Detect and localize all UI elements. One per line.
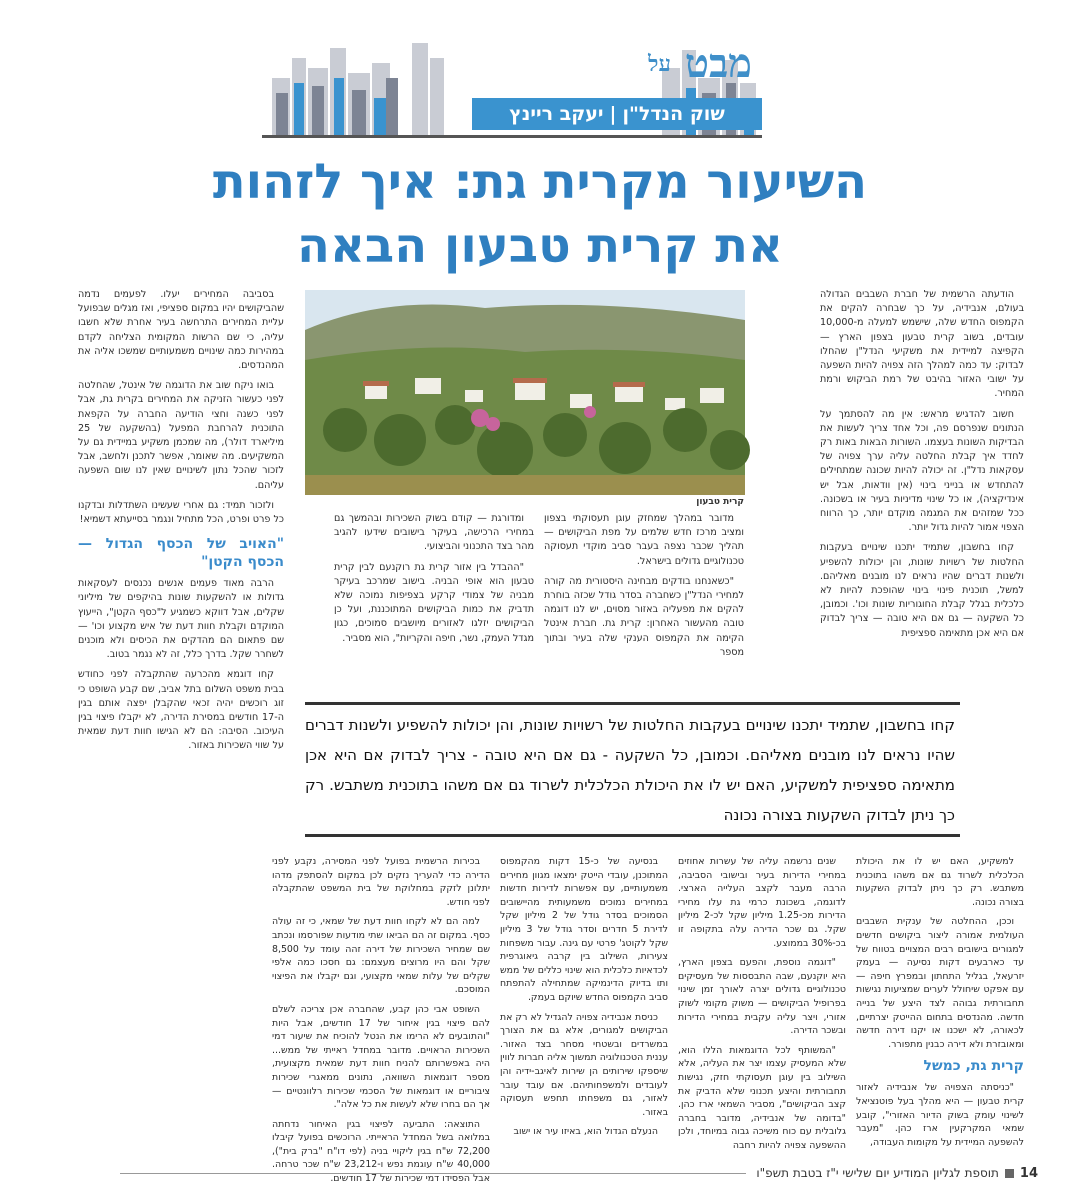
headline-line-2: את קרית טבעון הבאה (297, 218, 783, 274)
paragraph: בסביבה המחירים יעלו. לפעמים נדמה שהביקושים יהיו במקום ספציפי, ואז מגלים שבפועל עליית המחירים התרחשה בעיר אחרת שלא חשבו עליה, כי שם הרשות המקומית הצליחה לקדם במהירות כמה שינויים משמעותיים שמשכו אליה את המהנדסים. (78, 289, 284, 372)
page-footer (120, 1164, 1038, 1182)
column-byline-bar: שוק הנדל"ן|יעקב ריינץ (472, 98, 762, 130)
paragraph: למשקיע, האם יש לו את היכולת הכלכלית לשרוד גם אם משהו בתוכנית משתבש. רק כך ניתן לבדוק השקעות בצורה נכונה. (856, 856, 1024, 908)
paragraph: בכירות הרשמית בפועל לפני המסירה, נקבע לפני הדירה כדי להעריך נזקים לכן במקום להסתפק מדהו יתלונן לזקק במחלוקת של בית המשפט שהתקבלה לפני חודש. (272, 856, 490, 908)
article-column-middle-right (544, 512, 744, 692)
paragraph: הרבה מאוד פעמים אנשים נכנסים לעסקאות גדולות או להשקעות שונות בהיקפים של מיליוני שקלים, אבל דווקא כשמגיע ל"כסף הקטן", הייעוץ המוקדם וקבלת חוות דעת של איש מקצוע וכו' — שם פתאום הם מהדקים את הכיסים ולא מוכנים לשחרר שקל. בדרך כלל, זה לא נגמר בטוב. (78, 578, 284, 661)
pull-quote-top-rule (305, 702, 960, 705)
column-brand: מבט $^{על}$ (648, 40, 752, 87)
paragraph: ולזכור תמיד: גם אחרי שעשינו השתדלות ובדקנו כל פרט ופרט, הכל מתחיל ונגמר בסייעתא דשמיא! (78, 499, 284, 526)
lower-column-3 (500, 855, 668, 1160)
pull-quote: קחו בחשבון, שתמיד יתכנו שינויים בעקבות החלטות של רשויות שונות, והן יכולות להשפיע ולשנות דברים שהיו נראים לנו מובנים מאליהם. וכמובן, כל השקעה - גם אם היא טובה - צריך לבדוק אם היא אכן מתאימה ספציפית למשקיע, האם יש לו את היכולת הכלכלית לשרוד גם אם משהו בתוכנית משתבש. רק כך ניתן לבדוק השקעות בצורה נכונה (305, 716, 955, 824)
paragraph: בנסיעה של כ-15 דקות מהקמפוס המתוכנן, עובדי הייטק ימצאו מגוון מחירים משמעותיים, עם אפשרות לדירות חדשות במחירים נמוכים משמעותית מהיישובים הסמוכים בסדר גודל של 2 מיליון שקל לדירת 5 חדרים וסדר גודל של 3 מיליון שקל לקוטג' פרטי עם גינה. עבור משפחות צעירות, השילוב בין קרבה גיאוגרפית לכדאיות כלכלית הוא שינוי כללים של ממש ותו בדיוק הדינמיקה שמתחילה להתפתח סביב הקמפוס החדש שיוקם בעמק. (500, 856, 669, 1003)
lower-column-4 (272, 855, 490, 1185)
pull-quote-bottom-rule (305, 834, 960, 837)
paragraph: התוצאה: התביעה לפיצוי בגין האיחור נדחתה במלואה בשל המחדל הראייתי. הרוכשים בפועל קיבלו 72,200 ש"ח בגין ליקויי בניה (לפי דו"ח "ברק בית"), 40,000 ש"ח עוגמת נפש ו-23,212 ש"ח שכר טרחה. אבל הפסידו דמי שכירות של 17 חודשים. (272, 1118, 490, 1185)
paragraph: "דוגמה נוספת, והפעם בצפון הארץ, היא יוקנעם, שבה התבססות של מעסיקים טכנולוגיים גדולים יצרה לאורך זמן שינוי בפרופיל הביקושים — משוק מקומי לשוק אזורי, ויצר עליה עקבית במחירי הדירות ובשכר הדירה. (678, 957, 846, 1037)
subheading: "האויב של הכסף הגדול — הכסף הקטן" (78, 536, 284, 571)
paragraph: שנים נרשמה עליה של עשרות אחוזים במחירי הדירות בעיר ובישובי הסביבה, הרבה מעבר לקצב העלייה הארצי. לדוגמה, בשכונת כרמי גת עלו מחירי הדירות מכ-1.25 מיליון שקל לכ-2 מיליון שקל. גם שכר הדירה עלה בתקופה זו בכ-30% בממוצע. (678, 856, 846, 949)
paragraph: הודעתה הרשמית של חברת השבבים הגדולה בעולם, אנבידיה, על כך שבחרה להקים את הקמפוס החדש שלה, שישמש למעלה מ-10,000 עובדים, בשוב קרית טבעון בצפון הארץ — הקפיצה למיידית את משקיעי הנדל"ן שהחלו לבדוק: עד כמה למהלך הזה צפויה להיות השפעה על ישובי האזור בהיבט של רמת הביקוש ורמת המחיר. (820, 289, 1024, 400)
subheading: קרית גת, כמשל (923, 1058, 1024, 1075)
kiryat-tivon-photo (305, 290, 745, 495)
section-header (262, 38, 762, 138)
paragraph: בואו ניקח שוב את הדוגמה של אינטל, שהחלטה לפני כעשור הזניקה את המחירים בקרית גת, אבל לפני כשנה וחצי הודיעה החברה על הקפאת התוכנית להרחבת המפעל (בהשקעה של 25 מיליארד דולר), מה שמכמן משקיע במיידית גם על המשקיעים. מה שאומר, אפשר לתכנן ולחשב, אבל לזכור שהכל נתון לשינויים שאין לנו שום השפעה עליהם. (78, 380, 284, 491)
square-bullet-icon (1005, 1169, 1014, 1178)
paragraph: קחו בחשבון, שתמיד יתכנו שינויים בעקבות החלטות של רשויות שונות, והן יכולות להשפיע ולשנות דברים שהיו נראים לנו מובנים מאליהם. למשל, תוכנית פינוי בינוי שהופכת להיות לא כלכלית בגלל קבלת החוגוריות שונות וכו'. וכמובן, כל השקעה — גם אם היא טובה — צריך לבדוק אם היא אכן מתאימה ספציפית (820, 542, 1024, 639)
paragraph: "כניסתה הצפויה של אנבידיה לאזור קרית טבעון — היא מהלך בעל פוטנציאל לשינוי עומק בשוק הדיור האזורי", קובע שמאי המקרקעין ארז כהן. "מעבר להשפעה המיידית על מקומות העבודה, (856, 1082, 1024, 1148)
paragraph: "המשותף לכל הדוגמאות הללו הוא, שלא המעסיק עצמו יצר את העליה, אלא השילוב בין עוגן תעסוקתי חזק, נגישות תחבורתית והיצע תכנוני שלא הדביק את קצב הביקושים", מסביר השמאי ארז כהן. "בדומה של אנבידיה, מדובר בחברה גלובלית עם כוח משיכה גבוה במיוחד, ולכן ההשפעה צפויה להיות רחבה (678, 1044, 846, 1151)
paragraph: ומדורגת — קודם בשוק השכירות ובהמשך גם במחירי הרכישה, בעיקר בישובים שידעו להגיב מהר בצד התכנוני והביצועי. (334, 513, 534, 553)
paragraph: "כשאנחנו בודקים מבחינה היסטורית מה קורה למחירי הנדל"ן כשחברה בסדר גודל שכזה בוחרת להקים את מפעליה באזור מסוים, יש לנו דוגמה טובה מהעשור האחרון: קרית גת. חברת אינטל הקימה את הקמפוס הענקי שלה בעיר ובתוך מספר (544, 575, 744, 658)
section-name: שוק הנדל"ן (622, 103, 725, 125)
footer-text: תוספת לגליון המודיע יום שלישי י"ז בטבת תשפ"ו (756, 1166, 999, 1180)
article-column-right (820, 288, 1024, 688)
paragraph: למה הם לא לקחו חוות דעת של שמאי, כי זה עולה כסף. במקום זה הם הביאו שתי מודעות שפורסמו ונכתב שם שמחיר השכירות של דירה זהה עומד על 8,500 שקל והם היו מרוצים מעצמם: גם חסכו כמה אלפי שקלים של עלות שמאי מקצועי, וגם יקבלו את הפיצוי המוסכם. (272, 916, 490, 996)
paragraph: השופט אבי כהן קבע, שהחברה אכן צריכה לשלם להם פיצוי בגין איחור של 17 חודשים, אבל היות "והתובעים לא הרימו את הנטל להוכיח את שיעור דמי השכירות הראויים. מדובר במחדל ראייתי של ממש... היה באפשרותם להניח חוות דעת שמאית מקצועית, מספר דוגמאות השוואה, נתונים ממאגרי שכירות ציבוריים או דוגמאות של הסכמי שכירות רלוונטיים — אך הם בחרו שלא לעשות את כל אלה". (272, 1003, 490, 1111)
article-column-middle-left (334, 512, 534, 692)
paragraph: חשוב להדגיש מראש: אין מה להסתמך על הנתונים שנפרסם פה, וכל אחד צריך לעשות את הבדיקות השונות בעצמו. השורות הבאות באות רק לחדד איך קבלת החלטה עליה ערך צפויה של עסקאות נדל"ן. זה יכולה להיות שכונה שמתחילים להתחדש או בנייני בינוי (אין וודאות, אבל יש אינדיקציה), או כל שינוי מדיניות בעיר או בשכונה. ככל שמזהים את המגמה מוקדם יותר, כך הרווח הצפוי אמור להיות גדול יותר. (820, 408, 1024, 534)
page-number: 14 (1019, 1165, 1038, 1181)
headline-line-1: השיעור מקרית גת: איך לזהות (212, 154, 868, 210)
paragraph: הנעלם הגדול הוא, באיזו עיר או ישוב (513, 1126, 658, 1138)
lower-column-1 (856, 855, 1024, 1160)
paragraph: כניסת אנבידיה צפויה להגדיל לא רק את הביקושים למגורים, אלא גם את הצורך במשרדים ובשטחי מסחר בצד האזור. עננית הטכנולוגיה תמשוך אליה חברות לווין שיספקו שירותים הן שירות לאיגב-ידיה והן לעובדים ולמשפחותיהם. אם עובד עובר לאזור, גם משפחתו תחפש תעסוקה באזור. (500, 1011, 668, 1118)
footer-rule (120, 1173, 746, 1174)
author-name: יעקב ריינץ (509, 103, 604, 125)
paragraph: מדובר במהלך שמחזק עוגן תעסוקתי בצפון ומציב מרכז חדש שלמים על מפת הביקושים — תהליך שכבר נצפה בעבר סביב מוקדי תעסוקה טכנולוגיים גדולים בישראל. (544, 513, 744, 567)
headline (100, 150, 980, 278)
article-column-left (78, 288, 284, 752)
paragraph: וככן, ההחלטה של ענקית השבבים העולמית אמורה ליצור ביקושים חדשים למגורים בישובים רבים המצויים בטווח של עד כארבעים דקות נסיעה — בעמק יזרעאל, בגליל התחתון ובמפרץ חיפה — עם אפקט שיחולל לערים שמציעות נגישות תחבורתית גבוהה לצד היצע של בנייה חדשה. מהנדסים בתחום ההייטק יצרתיים, לכאורה, לא ישכנו או יקנו דירה חדשה ומאובזרת ולא דירה כבנין מתפורר. (856, 916, 1024, 1050)
paragraph: "ההבדל בין אזור קרית גת רוקנעם לבין קרית טבעון הוא אופי הבניה. בישוב שמרכב בעיקר מבניה של צמודי קרקע בצפיפות נמוכה שלא תדביק את כמות הביקושים המתוכננת, ועל כן הביקושים יזלגו לאזורים מיושבים סמוכים, כגון מגדל העמק, נשר, חיפה והקריות", הוא מסביר. (334, 561, 534, 644)
photo-caption: קרית טבעון (696, 497, 744, 507)
lower-column-2 (678, 855, 846, 1160)
paragraph: קחו דוגמא מהכרעה שהתקבלה לפני כחודש בבית משפט השלום בתל אביב, שם קבע השופט כי זוג רוכשים יהיה זכאי שהקבלן יפצה אותם בגין ה-17 חודשים במסירת הדירה, לא יקבלו פיצוי בגין העיכוב. הסיבה: הם לא הגישו חוות דעת שמאית על שווי השכירות באזור. (78, 669, 284, 752)
